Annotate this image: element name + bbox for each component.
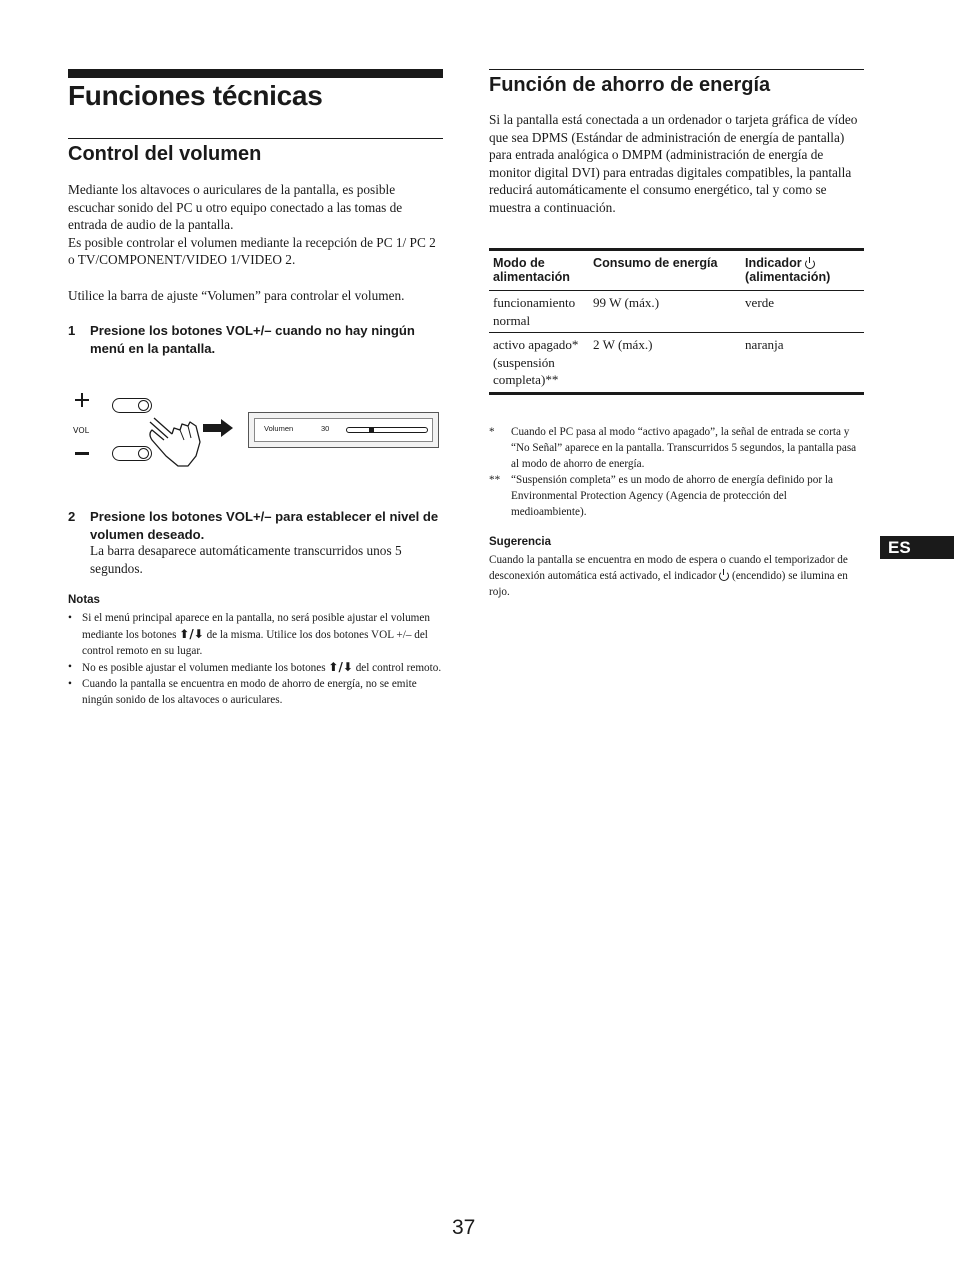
note-text: No es posible ajustar el volumen mediante los botones <box>82 662 329 674</box>
indicator-label: Indicador <box>745 256 802 270</box>
volume-intro-p3: Utilice la barra de ajuste “Volumen” para controlar el volumen. <box>68 287 405 303</box>
step-number: 1 <box>68 323 76 338</box>
table-row <box>489 333 864 394</box>
vol-button-label: VOL <box>73 426 90 435</box>
energy-intro: Si la pantalla está conectada a un ordenador o tarjeta gráfica de vídeo que sea DPMS (Estándar de administración de energía de pantalla) para entrada analógica o DMPM (administración de energía de monitor digital DVI) para entradas digitales compatibles, la pantalla reducirá automáticamente el consumo energético, tal y como se muestra a continuación. <box>489 112 858 215</box>
volume-intro-p2: Es posible controlar el volumen mediante la recepción de PC 1/ PC 2 o TV/COMPONENT/VIDEO 1/VIDEO 2. <box>68 234 436 268</box>
energy-table-wrap <box>489 248 864 395</box>
cell-mode: funcionamiento normal <box>489 291 589 333</box>
section-divider <box>489 69 864 70</box>
note-text: Si el menú principal aparece en la pantalla, no será posible ajustar el volumen mediante los botones <box>82 612 430 641</box>
col-header-power: Consumo de energía <box>589 250 741 291</box>
indicator-sublabel: (alimentación) <box>745 270 831 284</box>
note-item <box>68 676 443 708</box>
up-down-arrow-icon: ⬆/⬇ <box>179 627 204 641</box>
osd-volume-label: Volumen <box>264 424 294 433</box>
note-text: Cuando la pantalla se encuentra en modo de ahorro de energía, no se emite ningún sonido de los altavoces o auriculares. <box>82 678 417 706</box>
volume-osd <box>248 412 439 448</box>
up-down-arrow-icon: ⬆/⬇ <box>328 660 353 674</box>
vol-plus-button <box>112 398 152 413</box>
volume-illustration <box>68 390 443 480</box>
step-2 <box>68 508 450 544</box>
energy-table <box>489 248 864 395</box>
step-2-detail: La barra desaparece automáticamente transcurridos unos 5 segundos. <box>90 543 402 576</box>
step-text: Presione los botones VOL+/– cuando no hay ningún menú en la pantalla. <box>90 323 415 356</box>
bullet: • <box>68 678 72 690</box>
col-header-mode: Modo de alimentación <box>489 250 589 291</box>
cell-power: 2 W (máx.) <box>589 333 741 394</box>
energy-heading: Función de ahorro de energía <box>489 74 771 96</box>
page-title: Funciones técnicas <box>68 80 323 111</box>
language-tab: ES <box>880 536 954 559</box>
cell-power: 99 W (máx.) <box>589 291 741 333</box>
pressing-hand-icon <box>144 416 206 468</box>
arrow-right-icon <box>203 419 233 437</box>
footnote-1 <box>489 424 864 472</box>
volume-level-bar <box>346 427 428 433</box>
step-1 <box>68 322 450 358</box>
power-icon <box>719 570 729 580</box>
page-number: 37 <box>452 1216 476 1239</box>
footnote-text: Cuando el PC pasa al modo “activo apagado”, la señal de entrada se corta y “No Señal” aparece en la pantalla. Transcurridos 5 segundos, la pantalla pasa al modo de ahorro de energía. <box>511 426 857 470</box>
tip-text-part: (encendido) se ilumina en rojo. <box>489 570 848 598</box>
step-text: Presione los botones VOL+/– para establecer el nivel de volumen deseado. <box>90 509 439 542</box>
cell-indicator: naranja <box>741 333 864 394</box>
cell-indicator: verde <box>741 291 864 333</box>
note-item <box>68 610 443 659</box>
note-text: del control remoto. <box>352 662 442 674</box>
section-divider <box>68 138 443 139</box>
cell-mode: activo apagado* (suspensión completa)** <box>489 333 589 394</box>
osd-volume-value: 30 <box>321 424 330 433</box>
notes-list <box>68 610 443 708</box>
bullet: • <box>68 661 72 673</box>
minus-icon <box>75 452 89 455</box>
note-text: de la misma. Utilice los dos botones VOL +/– del control remoto en su lugar. <box>82 629 428 657</box>
table-row <box>489 291 864 333</box>
tip-heading: Sugerencia <box>489 536 551 548</box>
step-number: 2 <box>68 509 76 524</box>
volume-heading: Control del volumen <box>68 143 262 165</box>
volume-intro <box>68 181 440 305</box>
note-item <box>68 659 443 676</box>
power-icon <box>805 258 815 268</box>
volume-osd-panel <box>254 418 433 442</box>
volume-level-marker <box>369 427 374 433</box>
title-bar <box>68 69 443 78</box>
col-header-indicator <box>741 250 864 291</box>
notes-heading: Notas <box>68 594 100 606</box>
footnote-mark: ** <box>489 474 501 486</box>
tip-text <box>489 552 867 600</box>
tip-text-part: Cuando la pantalla se encuentra en modo de espera o cuando el temporizador de desconexión automática está activado, el indicador <box>489 554 848 582</box>
footnote-mark: * <box>489 426 495 438</box>
table-header-row <box>489 250 864 291</box>
volume-intro-p1: Mediante los altavoces o auriculares de la pantalla, es posible escuchar sonido del PC u otro equipo conectado a las tomas de entrada de audio de la pantalla. <box>68 182 403 233</box>
footnote-2 <box>489 472 864 520</box>
footnote-text: “Suspensión completa” es un modo de ahorro de energía definido por la Environmental Protection Agency (Agencia de protección del medioambiente). <box>511 474 833 518</box>
plus-icon <box>75 393 89 407</box>
bullet: • <box>68 612 72 624</box>
